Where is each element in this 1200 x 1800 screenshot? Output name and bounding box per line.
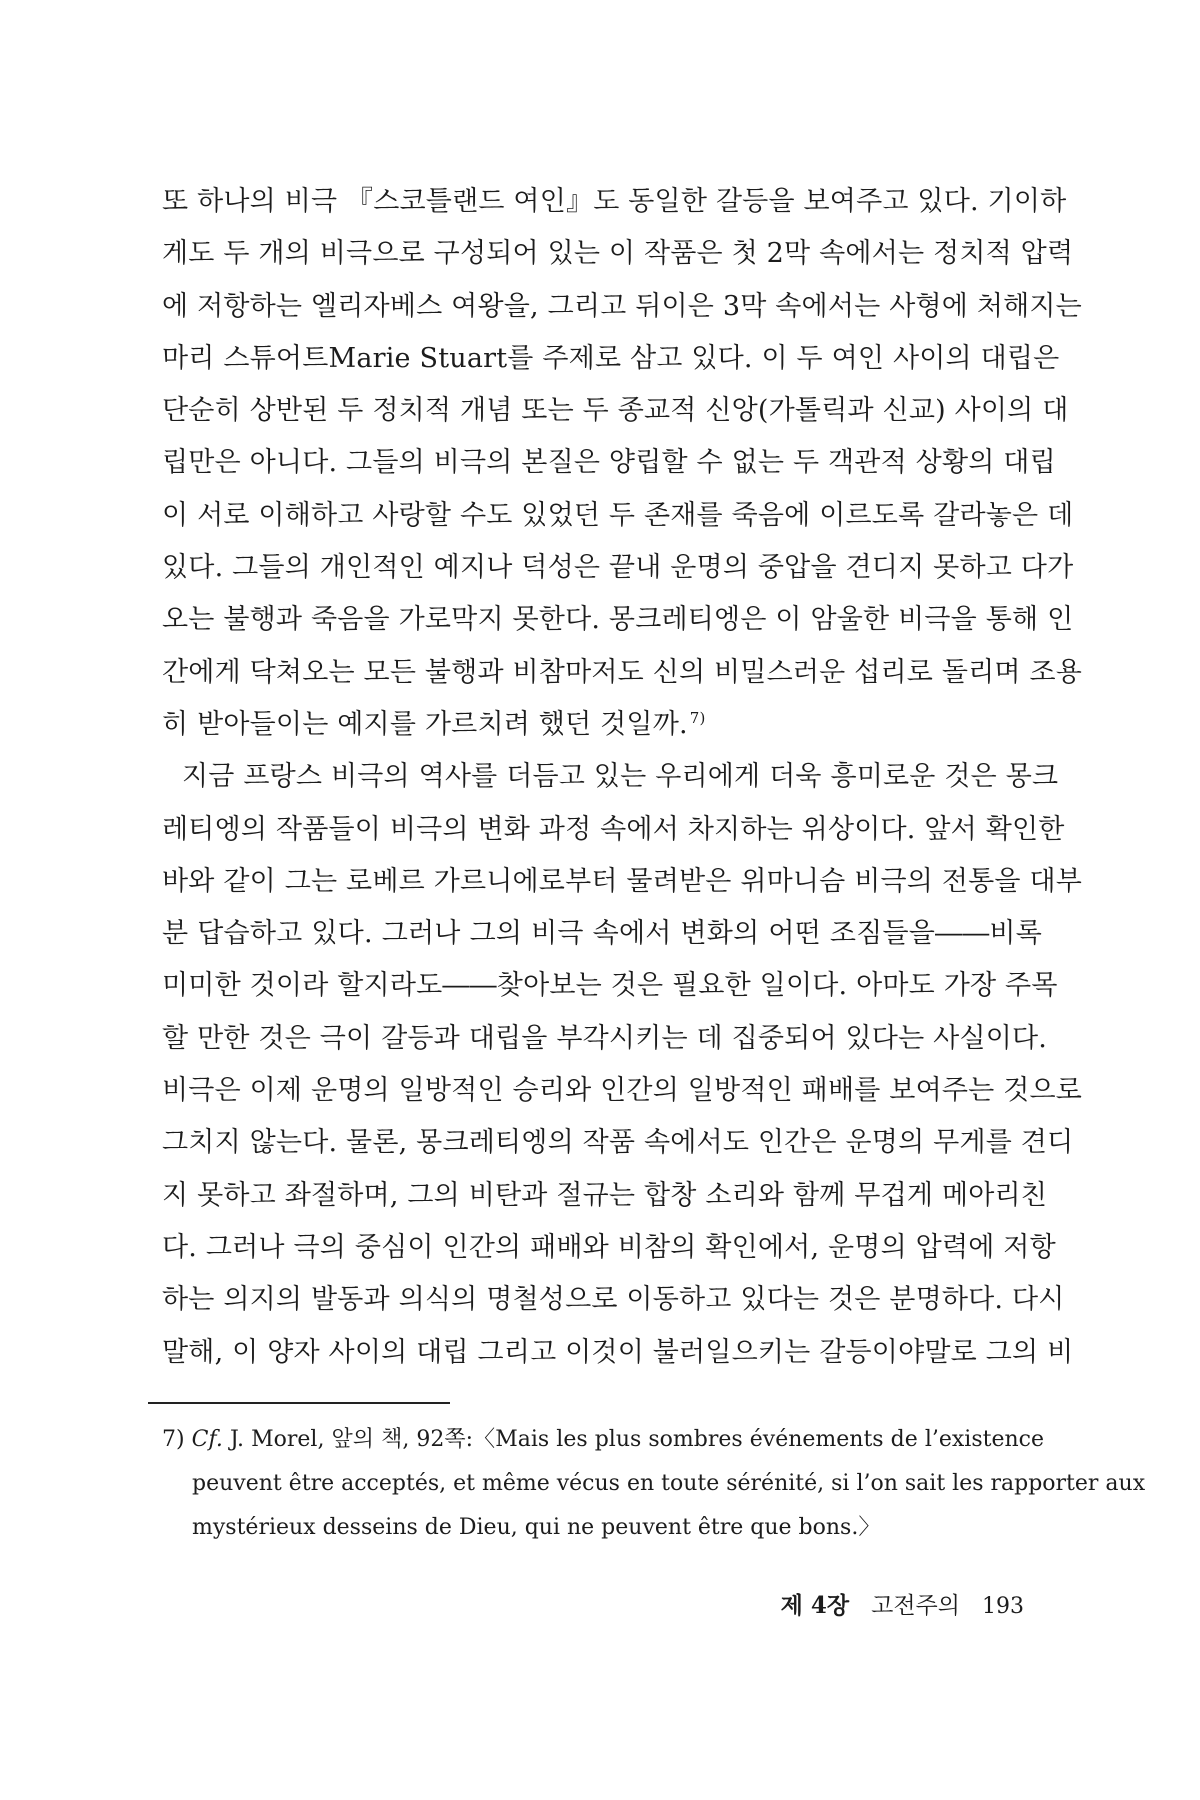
text-line: 단순히 상반된 두 정치적 개념 또는 두 종교적 신앙(가톨릭과 신교) 사이의 대 bbox=[162, 395, 1069, 427]
text-line: 미미한 것이라 할지라도――찾아보는 것은 필요한 일이다. 아마도 가장 주목 bbox=[162, 970, 1058, 1002]
text-line: 말해, 이 양자 사이의 대립 그리고 이것이 불러일으키는 갈등이야말로 그의 비 bbox=[162, 1336, 1074, 1368]
footnote-reference[interactable]: 7) bbox=[689, 708, 706, 727]
text-line: 다. 그러나 극의 중심이 인간의 패배와 비참의 확인에서, 운명의 압력에 저항 bbox=[162, 1231, 1056, 1263]
footnote-line bbox=[162, 1418, 1044, 1462]
text-line: 이 서로 이해하고 사랑할 수도 있었던 두 존재를 죽음에 이르도록 갈라놓은 데 bbox=[162, 499, 1074, 531]
text-line: 하는 의지의 발동과 의식의 명철성으로 이동하고 있다는 것은 분명하다. 다시 bbox=[162, 1284, 1065, 1316]
footnote bbox=[162, 1418, 1146, 1550]
text-line: 마리 스튜어트Marie Stuart를 주제로 삼고 있다. 이 두 여인 사이의 대립은 bbox=[162, 342, 1060, 374]
paragraph-end-line bbox=[162, 699, 1042, 751]
chapter-label: 제 4장 bbox=[780, 1592, 850, 1619]
body-text bbox=[162, 176, 1083, 1379]
text-line: 에 저항하는 엘리자베스 여왕을, 그리고 뒤이은 3막 속에서는 사형에 처해지는 bbox=[162, 290, 1082, 322]
footnote-line: peuvent être acceptés, et même vécus en toute sérénité, si l’on sait les rapporter aux bbox=[192, 1471, 1146, 1496]
text-line: 있다. 그들의 개인적인 예지나 덕성은 끝내 운명의 중압을 견디지 못하고 다가 bbox=[162, 552, 1074, 584]
page-number: 193 bbox=[982, 1594, 1024, 1619]
footnote-cf: Cf. bbox=[191, 1427, 223, 1452]
footnote-text: J. Morel, 앞의 책, 92쪽:〈Mais les plus sombres événements de l’existence bbox=[229, 1427, 1044, 1452]
text-line: 그치지 않는다. 물론, 몽크레티엥의 작품 속에서도 인간은 운명의 무게를 견디 bbox=[162, 1127, 1074, 1159]
text-line: 레티엥의 작품들이 비극의 변화 과정 속에서 차지하는 위상이다. 앞서 확인한 bbox=[162, 813, 1065, 845]
footnote-divider bbox=[148, 1402, 450, 1404]
text-line-content: 히 받아들이는 예지를 가르치려 했던 것일까. bbox=[162, 708, 688, 740]
text-line: 할 만한 것은 극이 갈등과 대립을 부각시키는 데 집중되어 있다는 사실이다. bbox=[162, 1022, 1048, 1054]
text-line: 오는 불행과 죽음을 가로막지 못한다. 몽크레티엥은 이 암울한 비극을 통해 인 bbox=[162, 604, 1074, 636]
text-line: 립만은 아니다. 그들의 비극의 본질은 양립할 수 없는 두 객관적 상황의 대립 bbox=[162, 447, 1056, 479]
footnote-marker: 7) bbox=[162, 1427, 185, 1452]
text-line: 분 답습하고 있다. 그러나 그의 비극 속에서 변화의 어떤 조짐들을――비록 bbox=[162, 918, 1042, 950]
footnote-line: mystérieux desseins de Dieu, qui ne peuvent être que bons.〉 bbox=[192, 1515, 881, 1540]
running-footer bbox=[781, 1587, 1024, 1620]
text-line: 게도 두 개의 비극으로 구성되어 있는 이 작품은 첫 2막 속에서는 정치적 압력 bbox=[162, 238, 1074, 270]
text-line: 간에게 닥쳐오는 모든 불행과 비참마저도 신의 비밀스러운 섭리로 돌리며 조용 bbox=[162, 656, 1083, 688]
text-line: 또 하나의 비극 『스코틀랜드 여인』도 동일한 갈등을 보여주고 있다. 기이하 bbox=[162, 186, 1067, 217]
text-line: 지 못하고 좌절하며, 그의 비탄과 절규는 합창 소리와 함께 무겁게 메아리친 bbox=[162, 1179, 1048, 1211]
paragraph-start-line: 지금 프랑스 비극의 역사를 더듬고 있는 우리에게 더욱 흥미로운 것은 몽크 bbox=[182, 761, 1059, 793]
section-title: 고전주의 bbox=[871, 1593, 960, 1619]
text-line: 비극은 이제 운명의 일방적인 승리와 인간의 일방적인 패배를 보여주는 것으로 bbox=[162, 1075, 1083, 1107]
text-line: 바와 같이 그는 로베르 가르니에로부터 물려받은 위마니슴 비극의 전통을 대부 bbox=[162, 865, 1083, 897]
